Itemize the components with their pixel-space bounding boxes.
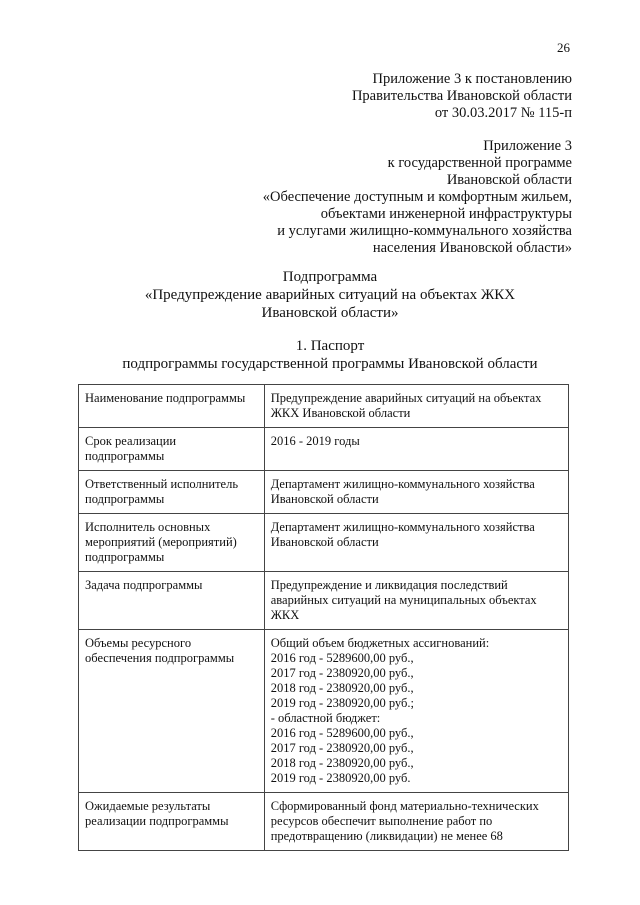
label-line: Задача подпрограммы [85, 578, 203, 592]
table-row [79, 793, 569, 851]
value-line: 2017 год - 2380920,00 руб., [270, 666, 414, 680]
value-line: предотвращению (ликвидации) не менее 68 [270, 829, 503, 843]
subprogram-title [90, 268, 570, 322]
row-label [79, 428, 265, 471]
value-line: - областной бюджет: [270, 711, 381, 725]
value-line: ресурсов обеспечит выполнение работ по [270, 814, 493, 828]
label-line: подпрограммы [85, 449, 165, 463]
appendix-decree-line: Приложение 3 к постановлению [372, 71, 572, 87]
row-label [79, 572, 265, 630]
appendix-program-line: Ивановской области [446, 172, 572, 188]
value-line: Общий объем бюджетных ассигнований: [270, 636, 490, 650]
label-line: Срок реализации [85, 434, 177, 448]
label-line: Ответственный исполнитель [85, 477, 239, 491]
value-line: 2019 год - 2380920,00 руб. [270, 771, 411, 785]
appendix-program-line: к государственной программе [387, 155, 572, 171]
value-line: ЖКХ [270, 608, 300, 622]
table-row [79, 514, 569, 572]
row-label [79, 630, 265, 793]
value-line: Сформированный фонд материально-технических [270, 799, 539, 813]
subprogram-title-line: Подпрограмма [282, 269, 378, 285]
row-label [79, 471, 265, 514]
appendix-program-line: и услугами жилищно-коммунального хозяйства [277, 223, 572, 239]
value-line: 2016 - 2019 годы [270, 434, 360, 448]
label-line: Объемы ресурсного [85, 636, 192, 650]
row-value [264, 793, 568, 851]
appendix-decree-header [352, 71, 572, 122]
label-line: реализации подпрограммы [85, 814, 229, 828]
value-line: Департамент жилищно-коммунального хозяйства [270, 520, 535, 534]
label-line: Исполнитель основных [85, 520, 211, 534]
value-line: Департамент жилищно-коммунального хозяйства [270, 477, 535, 491]
appendix-program-line: населения Ивановской области» [372, 240, 572, 256]
row-value [264, 385, 568, 428]
value-line: 2017 год - 2380920,00 руб., [270, 741, 414, 755]
value-line: Предупреждение аварийных ситуаций на объектах [270, 391, 542, 405]
row-label [79, 385, 265, 428]
table-row [79, 428, 569, 471]
subprogram-title-line: Ивановской области» [261, 305, 399, 321]
value-line: Ивановской области [270, 492, 379, 506]
value-line: 2018 год - 2380920,00 руб., [270, 681, 414, 695]
value-line: аварийных ситуаций на муниципальных объектах [270, 593, 537, 607]
table-row [79, 630, 569, 793]
row-label [79, 514, 265, 572]
label-line: подпрограммы [85, 492, 165, 506]
passport-title-line: 1. Паспорт [295, 338, 365, 354]
value-line: 2019 год - 2380920,00 руб.; [270, 696, 414, 710]
value-line: ЖКХ Ивановской области [270, 406, 411, 420]
row-value [264, 572, 568, 630]
label-line: мероприятий (мероприятий) [85, 535, 237, 549]
row-value [264, 428, 568, 471]
passport-title-line: подпрограммы государственной программы Ивановской области [122, 356, 538, 372]
page-number: 26 [557, 40, 570, 55]
passport-title [90, 337, 570, 373]
value-line: 2016 год - 5289600,00 руб., [270, 726, 414, 740]
appendix-program-header [263, 138, 572, 257]
subprogram-title-line: «Предупреждение аварийных ситуаций на объектах ЖКХ [144, 287, 516, 303]
value-line: 2016 год - 5289600,00 руб., [270, 651, 414, 665]
row-value [264, 514, 568, 572]
table-row [79, 471, 569, 514]
appendix-program-line: «Обеспечение доступным и комфортным жильем, [262, 189, 572, 205]
label-line: Ожидаемые результаты [85, 799, 211, 813]
label-line: подпрограммы [85, 550, 165, 564]
row-value [264, 630, 568, 793]
appendix-program-line: объектами инженерной инфраструктуры [320, 206, 572, 222]
appendix-program-line: Приложение 3 [483, 138, 572, 154]
label-line: Наименование подпрограммы [85, 391, 246, 405]
label-line: обеспечения подпрограммы [85, 651, 235, 665]
row-value [264, 471, 568, 514]
table-row [79, 572, 569, 630]
appendix-decree-line: от 30.03.2017 № 115-п [434, 105, 572, 121]
row-label [79, 793, 265, 851]
value-line: Предупреждение и ликвидация последствий [270, 578, 508, 592]
appendix-decree-line: Правительства Ивановской области [351, 88, 572, 104]
passport-table [78, 384, 569, 851]
table-row [79, 385, 569, 428]
value-line: 2018 год - 2380920,00 руб., [270, 756, 414, 770]
value-line: Ивановской области [270, 535, 379, 549]
